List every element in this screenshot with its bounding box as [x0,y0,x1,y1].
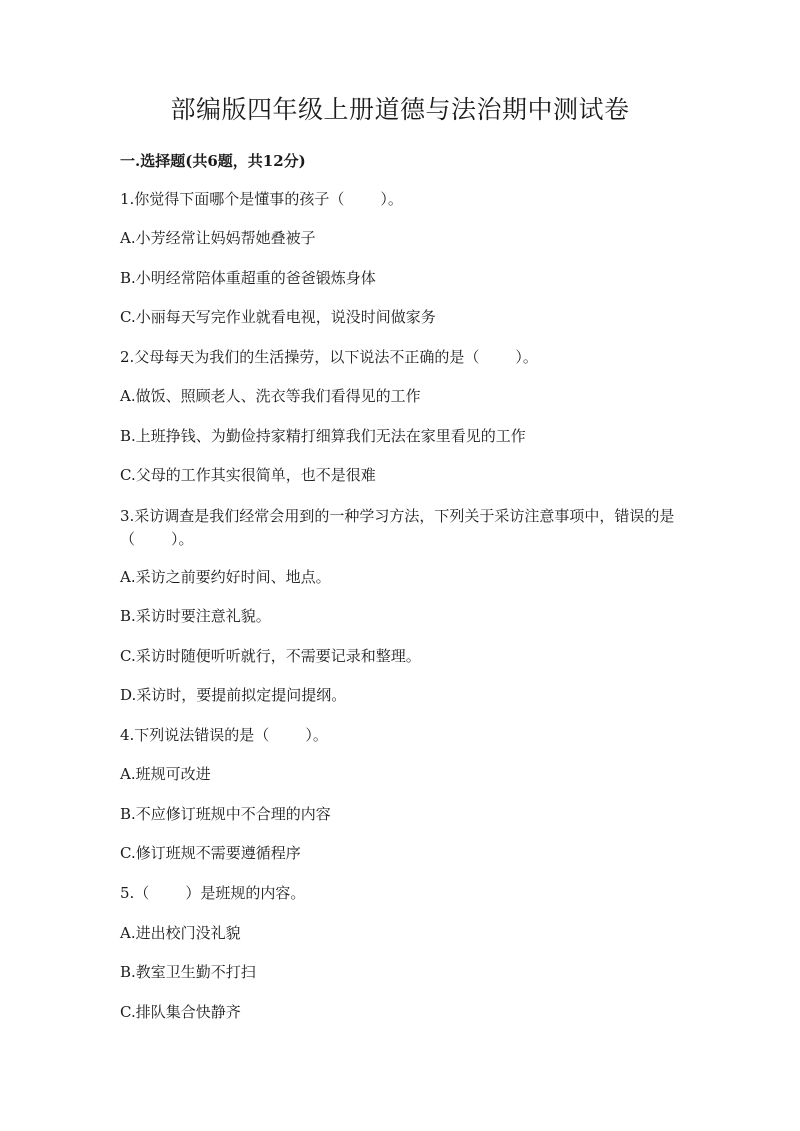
question-3-option-b: B.采访时要注意礼貌。 [120,607,271,625]
question-3-stem-after: ）。 [171,530,194,548]
question-2-option-a: A.做饭、照顾老人、洗衣等我们看得见的工作 [120,387,421,405]
question-2-stem [120,346,680,368]
question-1-option-b: B.小明经常陪体重超重的爸爸锻炼身体 [120,269,376,287]
question-2-option-b: B.上班挣钱、为勤俭持家精打细算我们无法在家里看见的工作 [120,427,526,445]
question-4-option-b: B.不应修订班规中不合理的内容 [120,805,331,823]
question-4-stem-before: 4.下列说法错误的是（ [120,726,270,744]
question-1-stem-after: ）。 [380,190,403,208]
question-3-stem-before: 3.采访调查是我们经常会用到的一种学习方法，下列关于采访注意事项中，错误的是（ [120,507,675,548]
question-5-stem [120,882,680,904]
question-4-option-c: C.修订班规不需要遵循程序 [120,844,301,862]
question-1-option-c: C.小丽每天写完作业就看电视，说没时间做家务 [120,308,436,326]
question-5-option-a: A.进出校门没礼貌 [120,924,241,942]
question-3-option-a: A.采访之前要约好时间、地点。 [120,568,331,586]
page-title: 部编版四年级上册道德与法治期中测试卷 [170,95,630,124]
question-5-option-c: C.排队集合快静齐 [120,1003,241,1021]
question-2-stem-after: ）。 [515,348,538,366]
question-3-option-c: C.采访时随便听听就行，不需要记录和整理。 [120,647,421,665]
question-4-option-a: A.班规可改进 [120,765,211,783]
question-1-stem [120,188,680,210]
question-1-stem-before: 1.你觉得下面哪个是懂事的孩子（ [120,190,345,208]
question-4-stem-after: ）。 [305,726,328,744]
question-2-stem-before: 2.父母每天为我们的生活操劳，以下说法不正确的是（ [120,348,480,366]
question-1-option-a: A.小芳经常让妈妈帮她叠被子 [120,229,316,247]
question-5-option-b: B.教室卫生勤不打扫 [120,963,256,981]
question-2-option-c: C.父母的工作其实很简单，也不是很难 [120,466,376,484]
question-5-stem-before: 5.（ [120,884,150,902]
question-5-stem-after: ）是班规的内容。 [185,884,306,902]
question-3-option-d: D.采访时，要提前拟定提问提纲。 [120,686,347,704]
question-3-stem [120,505,680,551]
question-4-stem [120,724,680,746]
section-heading: 一.选择题(共6题，共12分) [120,152,306,170]
